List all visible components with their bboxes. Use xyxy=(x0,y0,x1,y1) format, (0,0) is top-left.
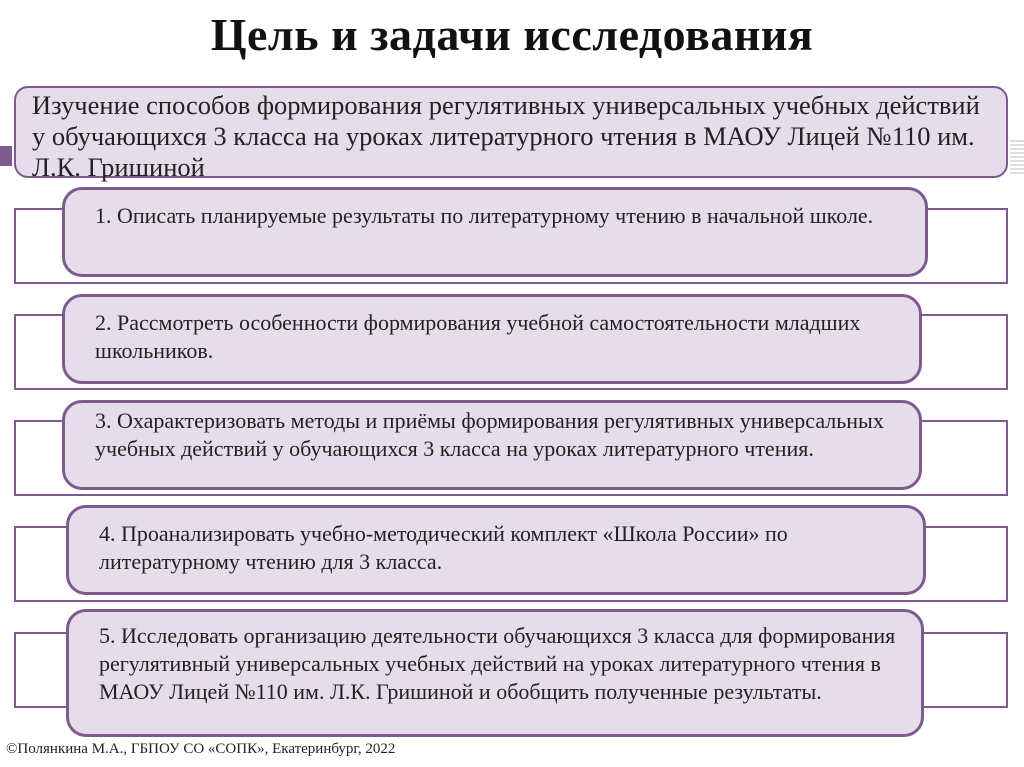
task-item-3: 3. Охарактеризовать методы и приёмы формирования регулятивных универсальных учебных действий у обучающихся 3 класса на уроках литературного чтения. xyxy=(62,400,922,490)
task-item-2: 2. Рассмотреть особенности формирования учебной самостоятельности младших школьников. xyxy=(62,294,922,384)
copyright-footer: ©Полянкина М.А., ГБПОУ СО «СОПК», Екатеринбург, 2022 xyxy=(6,741,396,757)
goal-box: Изучение способов формирования регулятивных универсальных учебных действий у обучающихся 3 класса на уроках литературного чтения в МАОУ Лицей №110 им. Л.К. Гришиной xyxy=(14,86,1008,178)
left-accent-bar xyxy=(0,146,12,166)
task-item-5: 5. Исследовать организацию деятельности обучающихся 3 класса для формирования регулятивный универсальных учебных действий на уроках литературного чтения в МАОУ Лицей №110 им. Л.К. Гришиной и обобщить полученные результаты. xyxy=(66,609,924,737)
slide-title: Цель и задачи исследования xyxy=(210,9,814,60)
task-item-4: 4. Проанализировать учебно-методический комплект «Школа России» по литературному чтению для 3 класса. xyxy=(66,505,926,595)
task-item-1: 1. Описать планируемые результаты по литературному чтению в начальной школе. xyxy=(62,187,928,277)
right-stripe-decoration xyxy=(1010,140,1024,176)
